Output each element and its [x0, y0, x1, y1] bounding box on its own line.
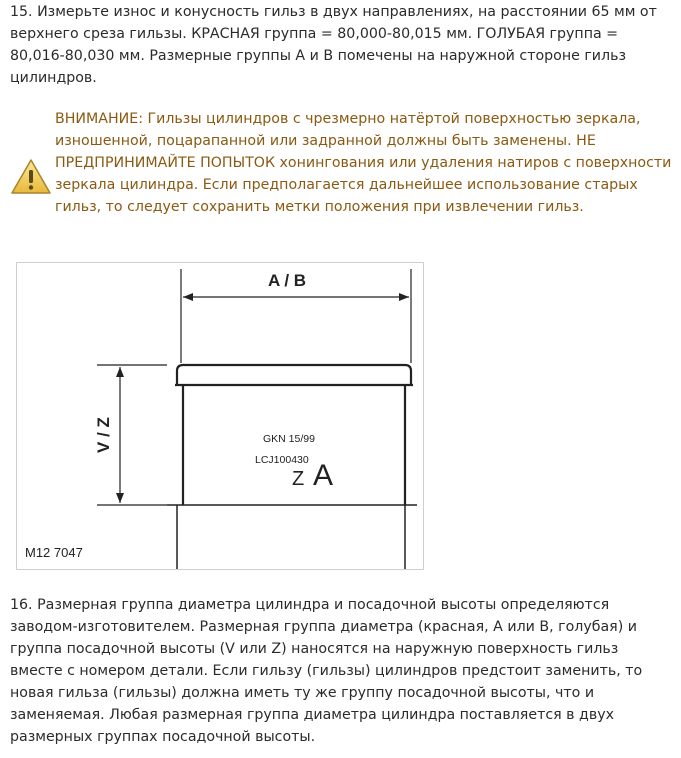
warning-text: ВНИМАНИЕ: Гильзы цилиндров с чрезмерно натёртой поверхностью зеркала, изношенной, поцарапанной или задранной должны быть заменены. НЕ ПРЕДПРИНИМАЙТЕ ПОПЫТОК хонингования или удаления натиров с поверхности зеркала цилиндра. Если предполагается дальнейшее использование старых гильз, то следует сохранить метки положения при извлечении гильз. — [55, 111, 672, 215]
dimension-label-diameter: A / B — [267, 271, 307, 290]
cylinder-liner-diagram — [17, 263, 423, 569]
cylinder-liner-figure — [16, 262, 424, 570]
part-code-marking: GKN 15/99 — [263, 433, 315, 445]
step-15-paragraph: 15. Измерьте износ и конусность гильз в двух направлениях, на расстоянии 65 мм от верхнего среза гильзы. КРАСНАЯ группа = 80,000-80,015 мм. ГОЛУБАЯ группа = 80,016-80,030 мм. Размерные группы А и В помечены на наружной стороне гильз цилиндров. — [10, 4, 657, 86]
warning-block — [10, 108, 674, 240]
diameter-group-marking: A — [313, 459, 334, 492]
warning-triangle-icon — [10, 158, 52, 196]
part-number-marking: LCJ100430 — [255, 454, 309, 466]
dimension-label-height: V / Z — [94, 417, 113, 453]
figure-id: M12 7047 — [25, 545, 83, 560]
step-16-paragraph: 16. Размерная группа диаметра цилиндра и посадочной высоты определяются заводом-изготовителем. Размерная группа диаметра (красная, А или В, голубая) и группа посадочной высоты (V или Z) наносятся на наружную поверхность гильз вместе с номером детали. Если гильзу (гильзы) цилиндров предстоит заменить, то новая гильза (гильзы) должна иметь ту же группу посадочной высоты, что и заменяемая. Любая размерная группа диаметра цилиндра поставляется в двух размерных группах посадочной высоты. — [10, 597, 643, 745]
height-group-marking: Z — [292, 468, 305, 490]
